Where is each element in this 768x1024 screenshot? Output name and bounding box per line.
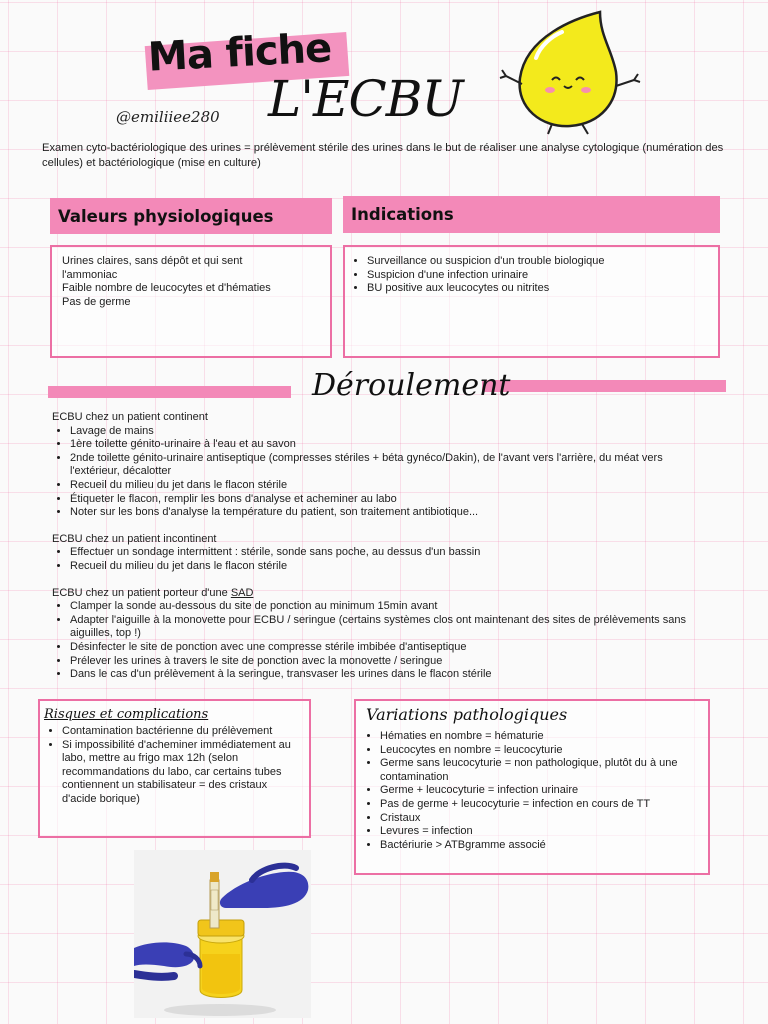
page-title: Ma fiche bbox=[146, 25, 333, 81]
section-list bbox=[52, 600, 712, 682]
variations-title: Variations pathologiques bbox=[366, 705, 568, 724]
list-item: • Effectuer un sondage intermittent : stérile, sonde sans poche, au dessus d'un bassin bbox=[70, 546, 712, 560]
risques-box bbox=[38, 699, 311, 838]
indications-list bbox=[349, 255, 714, 296]
section-heading bbox=[52, 587, 712, 601]
valeurs-line: Urines claires, sans dépôt et qui sent l'ammoniac bbox=[62, 255, 243, 281]
sad-abbreviation: SAD bbox=[230, 586, 254, 599]
indications-header: Indications bbox=[343, 196, 720, 233]
list-item: • BU positive aux leucocytes ou nitrites bbox=[367, 282, 714, 296]
section-heading: ECBU chez un patient incontinent bbox=[52, 532, 217, 545]
list-item: • Adapter l'aiguille à la monovette pour ECBU / seringue (certains systèmes clos ont maintenant des sites de prélèvements sans aiguilles, top !) bbox=[70, 614, 712, 641]
page-subtitle: L'ECBU bbox=[268, 70, 463, 128]
list-item: • Désinfecter le site de ponction avec une compresse stérile imbibée d'antiseptique bbox=[70, 641, 712, 655]
section-heading-text: ECBU chez un patient porteur d'une bbox=[52, 586, 228, 599]
list-item: • 1ère toilette génito-urinaire à l'eau et au savon bbox=[70, 438, 712, 452]
valeurs-line: Faible nombre de leucocytes et d'hématies bbox=[62, 282, 271, 295]
list-item: • Dans le cas d'un prélèvement à la seringue, transvaser les urines dans le flacon stérile bbox=[70, 668, 712, 682]
section-list bbox=[52, 546, 712, 573]
variations-list bbox=[362, 730, 694, 852]
list-item: • Pas de germe + leucocyturie = infection en cours de TT bbox=[380, 798, 694, 812]
list-item: • Contamination bactérienne du prélèvement bbox=[62, 725, 301, 739]
deroulement-content bbox=[52, 411, 712, 682]
risques-list bbox=[44, 725, 301, 807]
list-item: • 2nde toilette génito-urinaire antiseptique (compresses stériles + béta gynéco/Dakin), de l'avant vers l'arrière, du méat vers l'extérieur, décalotter bbox=[70, 452, 712, 479]
list-item: • Levures = infection bbox=[380, 825, 694, 839]
list-item: • Suspicion d'une infection urinaire bbox=[367, 269, 714, 283]
list-item: • Prélever les urines à travers le site de ponction avec la monovette / seringue bbox=[70, 655, 712, 669]
list-item: • Bactériurie > ATBgramme associé bbox=[380, 839, 694, 853]
urine-sample-photo bbox=[134, 850, 311, 1018]
list-item: • Noter sur les bons d'analyse la température du patient, son traitement antibiotique... bbox=[70, 506, 712, 520]
list-item: • Leucocytes en nombre = leucocyturie bbox=[380, 744, 694, 758]
deroulement-band-left bbox=[48, 386, 291, 398]
list-item: • Recueil du milieu du jet dans le flacon stérile bbox=[70, 560, 712, 574]
list-item: • Hématies en nombre = hématurie bbox=[380, 730, 694, 744]
section-heading: ECBU chez un patient continent bbox=[52, 411, 208, 423]
list-item: • Étiqueter le flacon, remplir les bons d'analyse et acheminer au labo bbox=[70, 493, 712, 507]
valeurs-box bbox=[50, 245, 332, 358]
list-item: • Si impossibilité d'acheminer immédiatement au labo, mettre au frigo max 12h (selon recommandations du labo, car certains tubes contiennent un stabilisateur = des cristaux d'acide borique) bbox=[62, 739, 301, 807]
list-item: • Germe + leucocyturie = infection urinaire bbox=[380, 784, 694, 798]
deroulement-band-right bbox=[482, 380, 726, 392]
list-item: • Recueil du milieu du jet dans le flacon stérile bbox=[70, 479, 712, 493]
indications-box bbox=[343, 245, 720, 358]
list-item: • Lavage de mains bbox=[70, 425, 712, 439]
valeurs-header: Valeurs physiologiques bbox=[50, 198, 332, 234]
list-item: • Surveillance ou suspicion d'un trouble biologique bbox=[367, 255, 714, 269]
risques-title: Risques et complications bbox=[44, 707, 209, 722]
variations-box bbox=[354, 699, 710, 875]
author-handle: @emiliiee280 bbox=[116, 108, 220, 126]
list-item: • Cristaux bbox=[380, 812, 694, 826]
intro-text: Examen cyto-bactériologique des urines = prélèvement stérile des urines dans le but de réaliser une analyse cytologique (numération des cellules) et bactériologique (mise en culture) bbox=[42, 142, 724, 169]
deroulement-title: Déroulement bbox=[312, 368, 511, 403]
valeurs-line: Pas de germe bbox=[62, 295, 131, 308]
section-list bbox=[52, 425, 712, 520]
list-item: • Clamper la sonde au-dessous du site de ponction au minimum 15min avant bbox=[70, 600, 712, 614]
list-item: • Germe sans leucocyturie = non pathologique, plutôt du à une contamination bbox=[380, 757, 694, 784]
urine-drop-mascot-icon bbox=[496, 6, 646, 136]
